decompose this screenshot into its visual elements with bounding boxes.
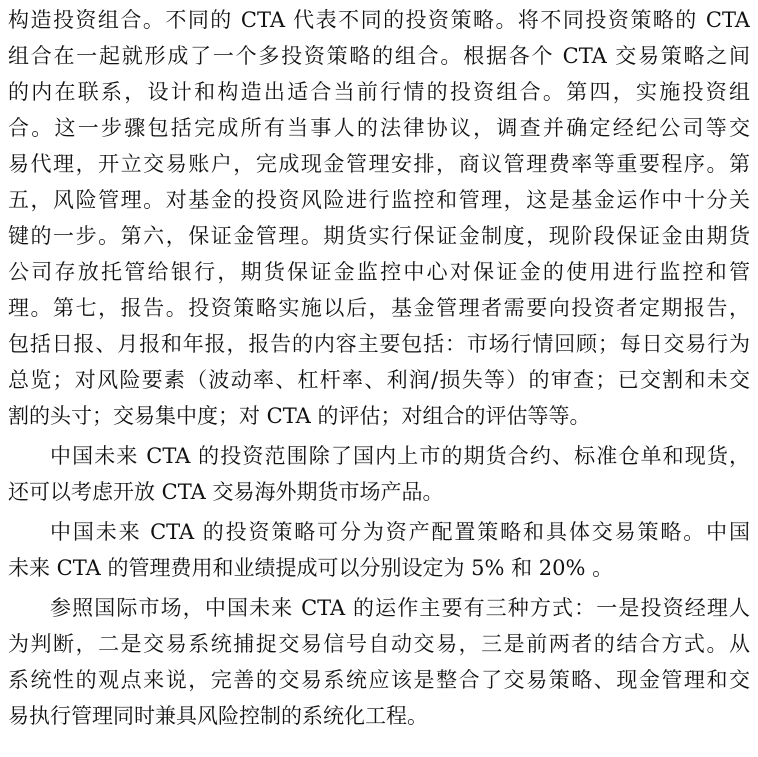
text-line: 未来 CTA 的管理费用和业绩提成可以分别设定为 5% 和 20% 。 <box>8 556 614 580</box>
text-line: 易代理，开立交易账户，完成现金管理安排，商议管理费率等重要程序。第 <box>8 152 750 176</box>
text-line: 包括日报、月报和年报，报告的内容主要包括：市场行情回顾；每日交易行为 <box>8 332 750 356</box>
text-line: 公司存放托管给银行，期货保证金监控中心对保证金的使用进行监控和管 <box>8 260 750 284</box>
text-line: 理。第七，报告。投资策略实施以后，基金管理者需要向投资者定期报告， <box>8 296 750 320</box>
text-line: 还可以考虑开放 CTA 交易海外期货市场产品。 <box>8 480 444 504</box>
paragraph-first-line: 中国未来 CTA 的投资范围除了国内上市的期货合约、标准仓单和现货， <box>50 444 750 468</box>
text-line: 的内在联系，设计和构造出适合当前行情的投资组合。第四，实施投资组 <box>8 80 750 104</box>
text-line: 总览；对风险要素（波动率、杠杆率、利润/损失等）的审查；已交割和未交 <box>8 368 750 392</box>
text-line: 合。这一步骤包括完成所有当事人的法律协议，调查并确定经纪公司等交 <box>8 116 750 140</box>
paragraph-first-line: 中国未来 CTA 的投资策略可分为资产配置策略和具体交易策略。中国 <box>50 520 750 544</box>
text-line: 构造投资组合。不同的 CTA 代表不同的投资策略。将不同投资策略的 CTA <box>8 8 750 32</box>
text-line: 组合在一起就形成了一个多投资策略的组合。根据各个 CTA 交易策略之间 <box>8 44 750 68</box>
text-line: 为判断，二是交易系统捕捉交易信号自动交易，三是前两者的结合方式。从 <box>8 632 750 656</box>
text-line: 键的一步。第六，保证金管理。期货实行保证金制度，现阶段保证金由期货 <box>8 224 750 248</box>
text-line: 割的头寸；交易集中度；对 CTA 的评估；对组合的评估等等。 <box>8 404 591 428</box>
text-line: 易执行管理同时兼具风险控制的系统化工程。 <box>8 704 428 728</box>
text-line: 系统性的观点来说，完善的交易系统应该是整合了交易策略、现金管理和交 <box>8 668 750 692</box>
paragraph-first-line: 参照国际市场，中国未来 CTA 的运作主要有三种方式：一是投资经理人 <box>50 596 750 620</box>
text-line: 五，风险管理。对基金的投资风险进行监控和管理，这是基金运作中十分关 <box>8 188 750 212</box>
